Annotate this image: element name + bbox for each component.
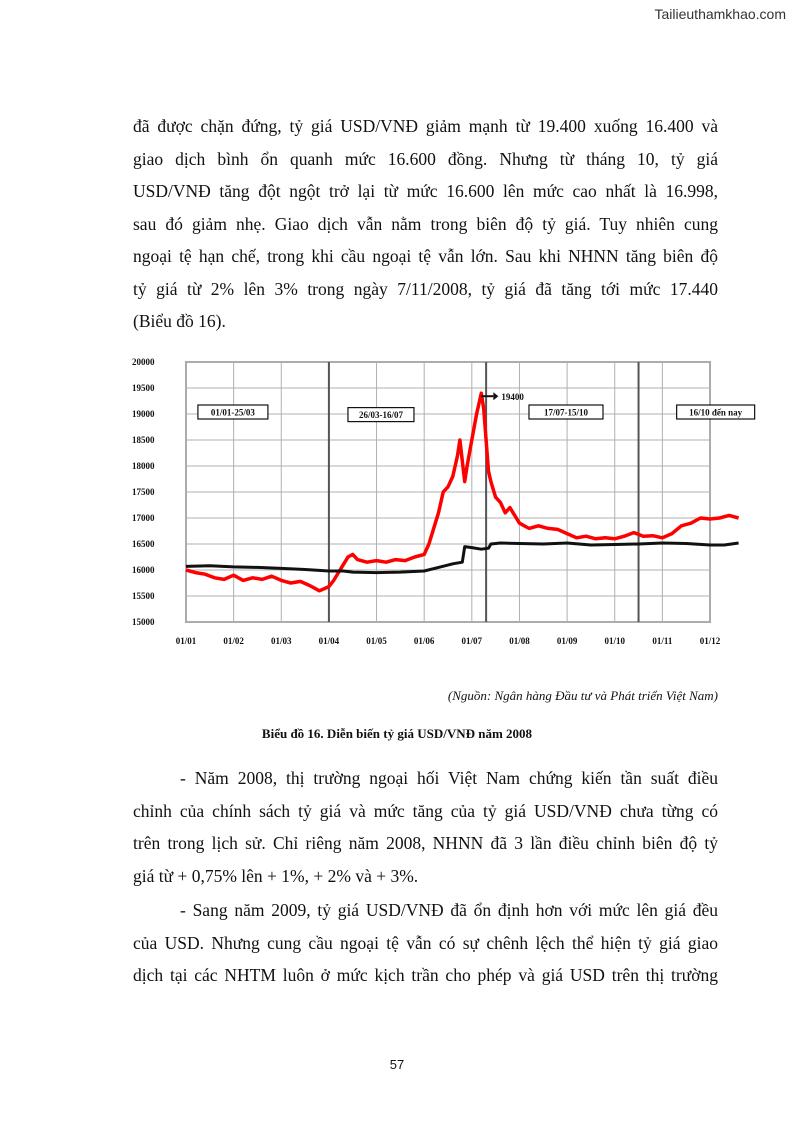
text-line: sau đó giảm nhẹ. Giao dịch vẫn nằm trong biên độ tỷ giá. Tuy nhiên cung: [133, 213, 718, 234]
x-tick-label: 01/08: [509, 636, 530, 646]
text-line: giao dịch bình ổn quanh mức 16.600 đồng. Nhưng từ tháng 10, tỷ giá: [133, 148, 718, 169]
paragraph-1: [133, 110, 718, 338]
text-line: của USD. Nhưng cung cầu ngoại tệ vẫn có sự chênh lệch thể hiện tỷ giá giao: [133, 932, 718, 953]
x-tick-label: 01/12: [699, 636, 721, 646]
x-tick-label: 01/06: [413, 636, 435, 646]
x-tick-label: 01/01: [175, 636, 197, 646]
y-tick-label: 19500: [132, 383, 155, 393]
y-tick-label: 20000: [132, 357, 155, 367]
y-tick-label: 16500: [132, 539, 155, 549]
text-line: đã được chặn đứng, tỷ giá USD/VNĐ giảm mạnh từ 19.400 xuống 16.400 và: [133, 116, 718, 136]
text-line: giá từ + 0,75% lên + 1%, + 2% và + 3%.: [133, 865, 419, 886]
y-tick-label: 17000: [132, 513, 155, 523]
x-tick-label: 01/07: [461, 636, 483, 646]
text-line: (Biểu đồ 16).: [133, 311, 226, 331]
x-tick-label: 01/09: [556, 636, 578, 646]
period-label: 17/07-15/10: [543, 407, 588, 418]
y-tick-label: 18000: [132, 461, 155, 471]
x-tick-label: 01/05: [366, 636, 387, 646]
paragraph-2: [133, 762, 718, 892]
source-note: (Nguồn: Ngân hàng Đầu tư và Phát triển Việt Nam): [447, 688, 718, 703]
text-line: tỷ giá từ 2% lên 3% trong ngày 7/11/2008, tỷ giá đã tăng tới mức 17.440: [133, 278, 718, 299]
y-tick-label: 18500: [132, 435, 155, 445]
page-number: 57: [389, 1057, 405, 1072]
text-line: USD/VNĐ tăng đột ngột trở lại từ mức 16.600 lên mức cao nhất là 16.998,: [133, 181, 718, 201]
text-line: chỉnh của chính sách tỷ giá và mức tăng của tỷ giá USD/VNĐ chưa từng có: [133, 800, 718, 821]
chart-caption: Biểu đồ 16. Diễn biến tỷ giá USD/VNĐ năm 2008: [261, 726, 533, 741]
text-line: trên trong lịch sử. Chỉ riêng năm 2008, NHNN đã 3 lần điều chỉnh biên độ tỷ: [133, 833, 718, 853]
x-tick-label: 01/11: [652, 636, 673, 646]
y-tick-label: 17500: [132, 487, 155, 497]
period-label: 16/10 đến nay: [689, 407, 743, 418]
x-tick-label: 01/03: [271, 636, 292, 646]
text-line: dịch tại các NHTM luôn ở mức kịch trần cho phép và giá USD trên thị trường: [133, 965, 718, 985]
exchange-rate-chart: [128, 352, 743, 652]
text-line: - Năm 2008, thị trường ngoại hối Việt Nam chứng kiến tần suất điều: [180, 768, 718, 788]
text-line: ngoại tệ hạn chế, trong khi cầu ngoại tệ vẫn lớn. Sau khi NHNN tăng biên độ: [133, 246, 718, 266]
x-tick-label: 01/04: [318, 636, 340, 646]
y-tick-label: 15500: [132, 591, 155, 601]
x-tick-label: 01/02: [223, 636, 244, 646]
peak-label: 19400: [501, 392, 524, 403]
watermark-text: Tailieuthamkhao.com: [654, 6, 786, 22]
y-tick-label: 16000: [132, 565, 155, 575]
period-label: 01/01-25/03: [210, 407, 255, 418]
y-tick-label: 19000: [132, 409, 155, 419]
x-tick-label: 01/10: [604, 636, 625, 646]
text-line: - Sang năm 2009, tỷ giá USD/VNĐ đã ổn định hơn với mức lên giá đều: [180, 900, 718, 920]
paragraph-3: [133, 894, 718, 992]
period-label: 26/03-16/07: [358, 410, 403, 421]
y-tick-label: 15000: [132, 617, 155, 627]
